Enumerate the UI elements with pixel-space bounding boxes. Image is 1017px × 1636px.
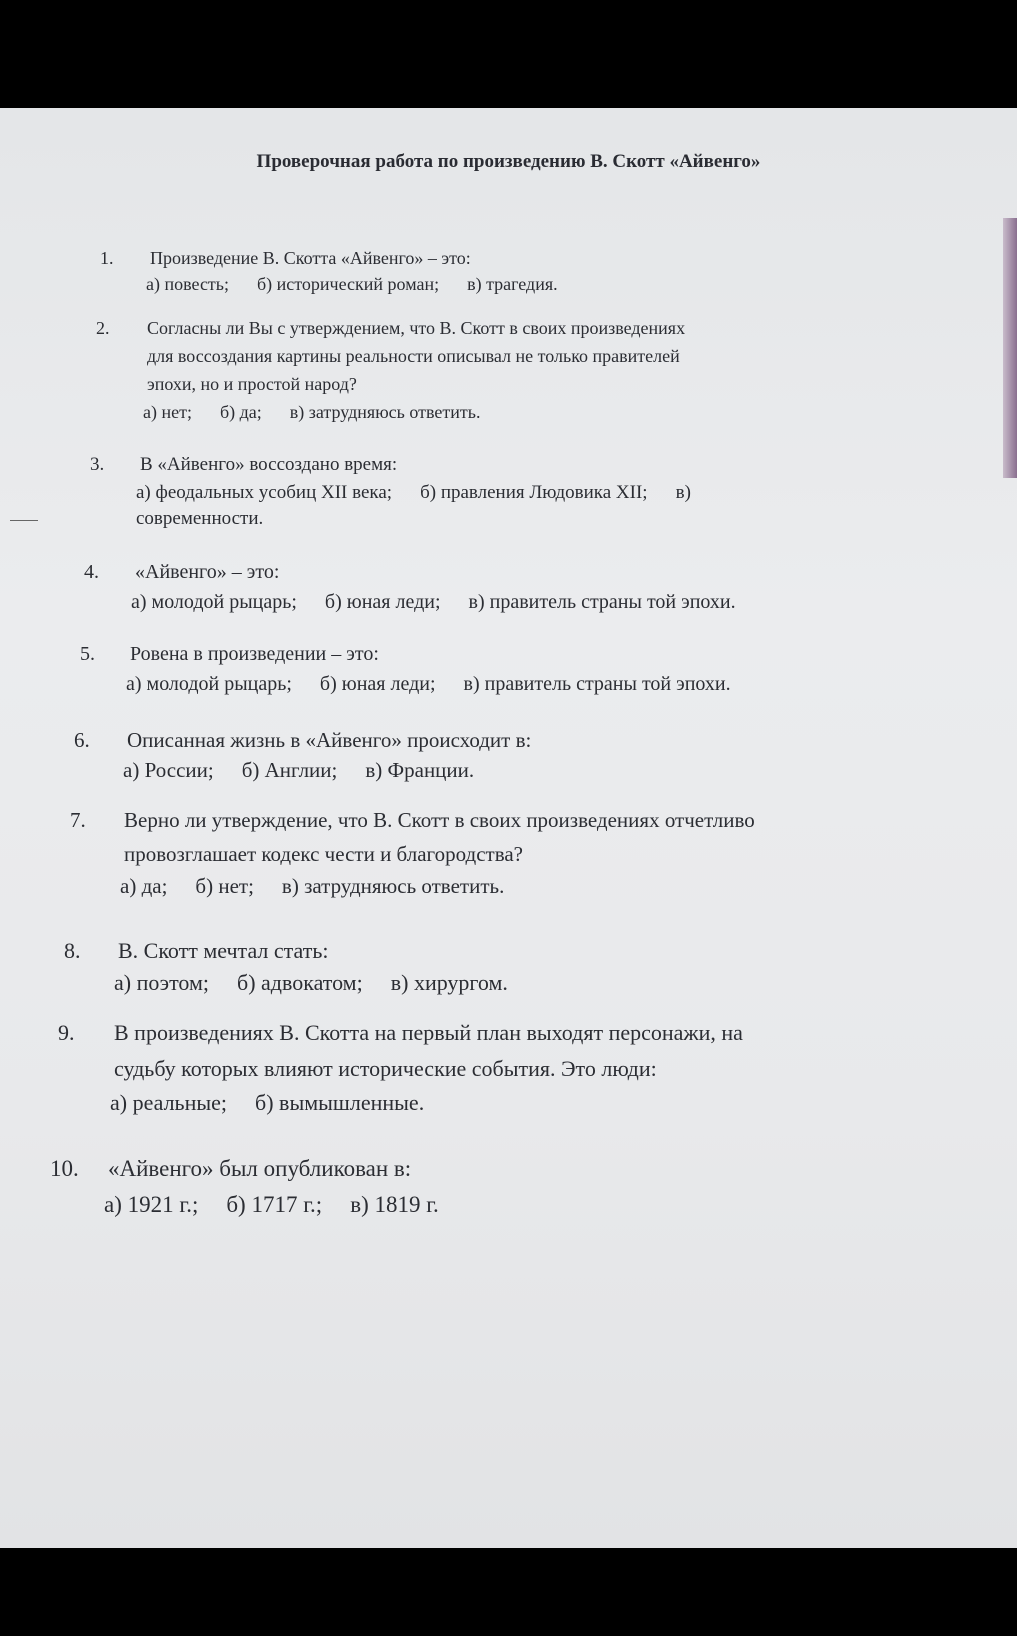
answer-option: а) нет; [143,402,192,422]
answer-option: в) [675,482,691,503]
answer-options [131,591,764,614]
answer-option: б) правления Людовика XII; [420,482,648,503]
question-text: В. Скотт мечтал стать: [118,938,329,963]
answer-option: а) реальные; [110,1090,228,1115]
answer-option: б) 1717 г.; [226,1192,323,1217]
answer-option: а) 1921 г.; [104,1192,199,1217]
answer-option: в) хирургом. [390,970,508,995]
pen-mark [10,520,38,521]
answer-options [123,758,502,783]
answer-option: а) молодой рыцарь; [131,591,297,613]
question-text: для воссоздания картины реальности описывал не только правителей [147,346,680,366]
question-number: 2. [96,318,110,338]
answer-options [143,402,508,423]
answer-option: в) Франции. [365,758,475,782]
question-number: 3. [90,454,105,475]
answer-option: а) поэтом; [114,970,210,995]
answer-options [146,274,586,295]
question-text: Верно ли утверждение, что В. Скотт в своих произведениях отчетливо [124,808,755,832]
answer-options [136,482,719,504]
answer-option: б) да; [219,402,262,422]
page-title: Проверочная работа по произведению В. Скотт «Айвенго» [256,151,761,172]
question-text: Согласны ли Вы с утверждением, что В. Скотт в своих произведениях [147,318,686,338]
answer-option: б) юная леди; [324,591,441,613]
answer-options [120,874,532,899]
answer-option: а) повесть; [146,274,230,294]
question-text: провозглашает кодекс чести и благородства? [124,842,523,866]
answer-option: в) правитель страны той эпохи. [463,673,731,695]
question-number: 6. [74,728,90,752]
question-text: «Айвенго» был опубликован в: [108,1156,412,1181]
answer-options [126,673,759,696]
question-number: 10. [50,1156,79,1181]
answer-options [110,1090,452,1116]
question-number: 7. [70,808,86,832]
answer-option: б) Англии; [241,758,338,782]
question-text: судьбу которых влияют исторические события. Это люди: [114,1056,657,1081]
answer-options [104,1192,467,1218]
question-text: Произведение В. Скотта «Айвенго» – это: [150,248,471,268]
answer-option: б) адвокатом; [237,970,363,995]
answer-option: в) затрудняюсь ответить. [281,874,505,898]
question-text: В произведениях В. Скотта на первый план выходят персонажи, на [114,1020,743,1045]
answer-option: в) правитель страны той эпохи. [468,591,736,613]
question-text: В «Айвенго» воссоздано время: [140,454,398,475]
question-text: «Айвенго» – это: [135,561,280,583]
question-text: эпохи, но и простой народ? [147,374,357,394]
question-text: Ровена в произведении – это: [130,643,379,665]
question-number: 8. [64,938,81,963]
answer-option: в) трагедия. [467,274,558,294]
answer-option: б) вымышленные. [255,1090,425,1115]
paper-sheet [0,108,1017,1548]
answer-option: а) да; [120,874,168,898]
answer-option: б) юная леди; [319,673,436,695]
answer-options [114,970,536,996]
answer-option: а) России; [123,758,214,782]
question-number: 9. [58,1020,75,1045]
question-number: 4. [84,561,99,583]
answer-option: б) нет; [195,874,254,898]
answer-option: б) исторический роман; [257,274,440,294]
background-fabric [1003,218,1017,478]
question-number: 1. [100,248,114,268]
answer-option-continuation: современности. [136,508,264,529]
answer-option: в) затрудняюсь ответить. [289,402,481,422]
question-number: 5. [80,643,95,665]
answer-option: а) феодальных усобиц XII века; [136,482,393,503]
answer-option: в) 1819 г. [350,1192,439,1217]
answer-option: а) молодой рыцарь; [126,673,292,695]
question-text: Описанная жизнь в «Айвенго» происходит в: [127,728,532,752]
